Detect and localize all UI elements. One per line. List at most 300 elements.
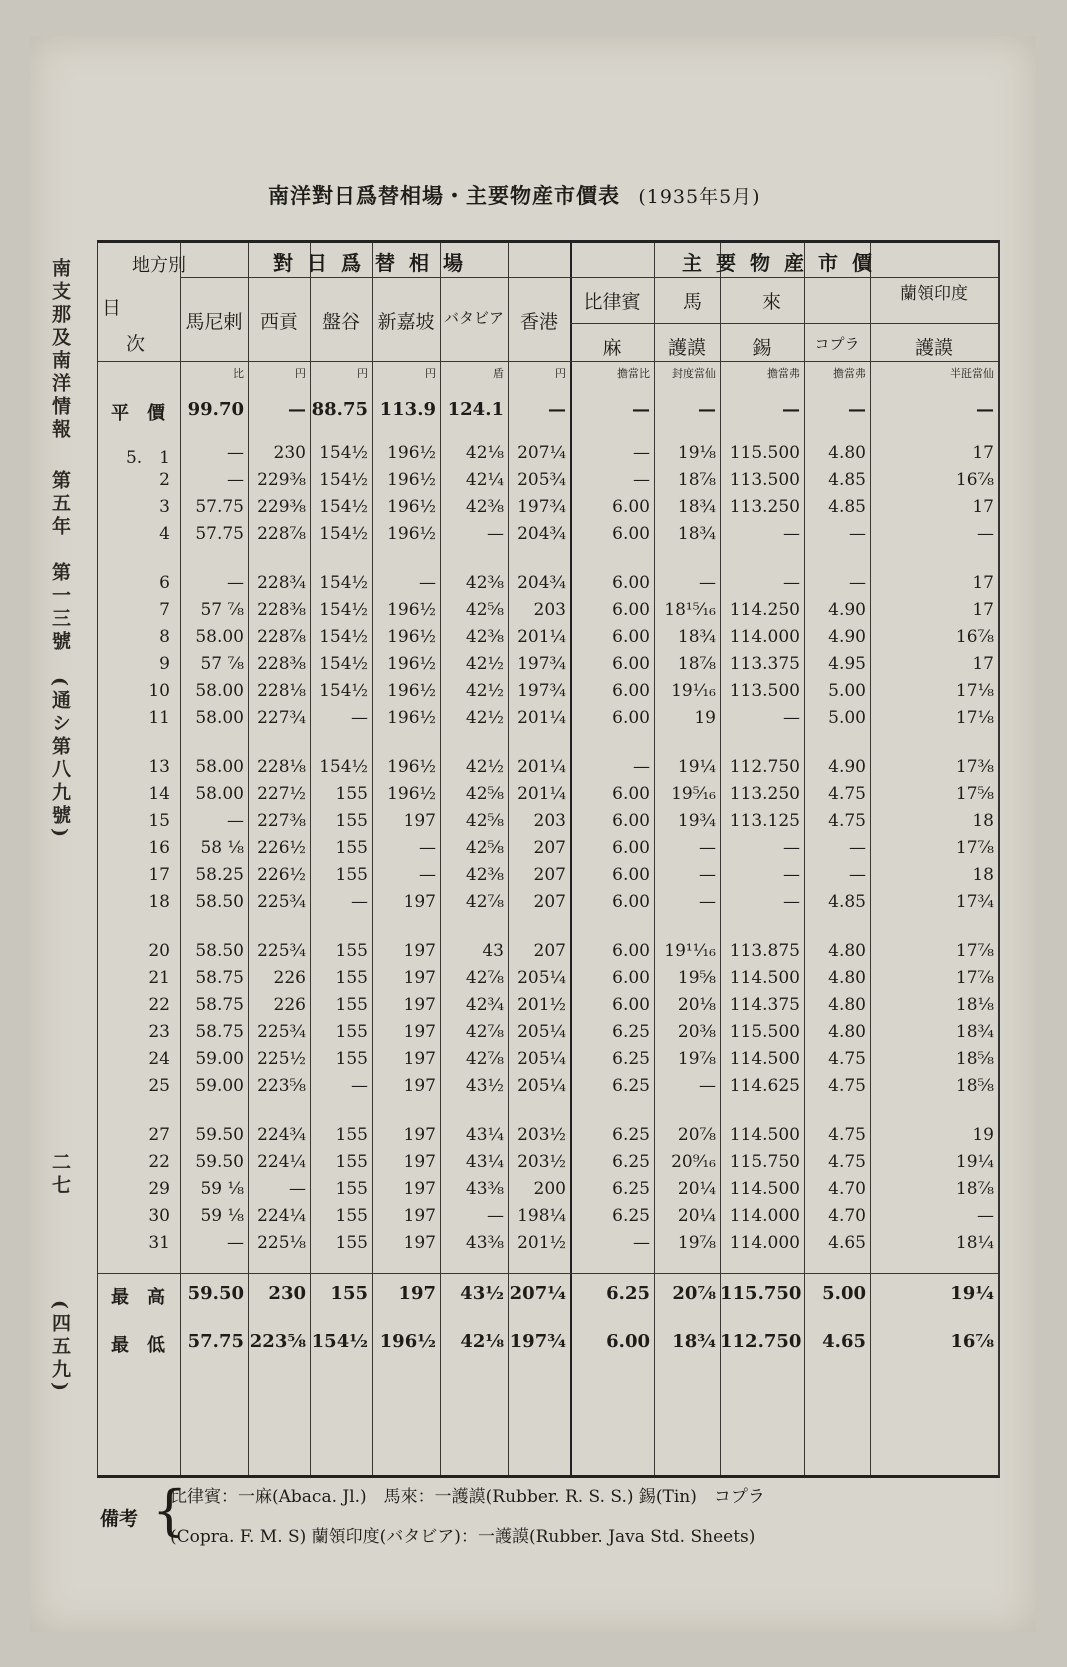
- table-cell: 197: [403, 995, 436, 1015]
- row-day-label: 24: [148, 1049, 170, 1069]
- table-row: [98, 1331, 998, 1357]
- table-cell: 6.00: [612, 941, 650, 961]
- table-cell: 154½: [319, 627, 368, 647]
- table-cell: 154½: [319, 757, 368, 777]
- table-row: [98, 941, 998, 967]
- table-row: [98, 1206, 998, 1232]
- table-row: [98, 681, 998, 707]
- row-day-label: 4: [159, 524, 170, 544]
- table-cell: 196½: [387, 497, 436, 517]
- table-cell: 6.00: [612, 811, 650, 831]
- unit-label: 比: [233, 367, 244, 380]
- unit-label: 擔當比: [617, 367, 650, 380]
- table-cell: 197: [403, 1022, 436, 1042]
- table-cell: 58.00: [195, 627, 244, 647]
- table-cell: 201¼: [517, 757, 566, 777]
- table-cell: 203: [533, 600, 566, 620]
- table-row: [98, 865, 998, 891]
- table-cell: 155: [335, 1125, 368, 1145]
- row-day-label: 21: [148, 968, 170, 988]
- table-cell: 225¾: [257, 941, 306, 961]
- table-cell: —: [351, 892, 368, 912]
- table-cell: 58.50: [195, 892, 244, 912]
- table-row: [98, 811, 998, 837]
- row-day-label: 31: [148, 1233, 170, 1253]
- table-cell: 207: [533, 941, 566, 961]
- row-day-label: 最 低: [111, 1335, 165, 1356]
- col-philippines: 比律賓: [583, 291, 641, 313]
- table-cell: 18⅞: [677, 654, 716, 674]
- row-day-label: 22: [148, 1152, 170, 1172]
- table-cell: —: [227, 443, 244, 463]
- unit-label: 盾: [493, 367, 504, 380]
- table-cell: 58.75: [195, 968, 244, 988]
- table-cell: 4.70: [828, 1206, 866, 1226]
- table-cell: 58.00: [195, 681, 244, 701]
- row-day-label: 13: [148, 757, 170, 777]
- table-cell: 6.25: [612, 1179, 650, 1199]
- table-cell: 19¹¹⁄₁₆: [664, 941, 716, 961]
- table-cell: —: [698, 399, 716, 420]
- table-cell: —: [633, 443, 650, 463]
- table-cell: 114.500: [729, 1049, 800, 1069]
- col-dutch-indies: 蘭領印度: [900, 284, 968, 304]
- table-cell: 197¾: [517, 497, 566, 517]
- table-row: [98, 1076, 998, 1102]
- row-day-label: 30: [148, 1206, 170, 1226]
- row-day-label: 22: [148, 995, 170, 1015]
- table-cell: 18: [972, 811, 994, 831]
- table-cell: —: [849, 865, 866, 885]
- sub-rubber-java: 護謨: [914, 337, 953, 359]
- table-cell: 43¼: [465, 1152, 504, 1172]
- table-row: [98, 573, 998, 599]
- table-cell: —: [699, 1076, 716, 1096]
- table-cell: 18⅝: [955, 1049, 994, 1069]
- table-cell: 20⁹⁄₁₆: [671, 1152, 716, 1172]
- table-cell: 57.75: [195, 497, 244, 517]
- unit-label: 円: [425, 367, 436, 380]
- table-cell: 19: [694, 708, 716, 728]
- unit-label: 円: [295, 367, 306, 380]
- table-cell: —: [548, 399, 566, 420]
- table-cell: 115.500: [729, 443, 800, 463]
- table-cell: 4.65: [828, 1233, 866, 1253]
- table-row: [98, 399, 998, 425]
- table-cell: 43: [482, 941, 504, 961]
- table-cell: 42½: [465, 654, 504, 674]
- table-cell: 197: [403, 1179, 436, 1199]
- table-cell: 20⅜: [677, 1022, 716, 1042]
- table-cell: 114.000: [729, 1233, 800, 1253]
- table-row: [98, 784, 998, 810]
- table-row: [98, 600, 998, 626]
- sub-tin: 錫: [752, 337, 772, 359]
- table-cell: 201¼: [517, 627, 566, 647]
- table-cell: 228¾: [257, 573, 306, 593]
- table-cell: —: [419, 838, 436, 858]
- table-cell: 230: [268, 1283, 306, 1304]
- table-cell: 155: [335, 1179, 368, 1199]
- col-saigon: 西貢: [259, 311, 298, 333]
- table-cell: 197: [398, 1283, 436, 1304]
- table-cell: 114.000: [729, 1206, 800, 1226]
- table-cell: 42⅜: [465, 497, 504, 517]
- table-cell: —: [227, 573, 244, 593]
- table-cell: 20⅞: [677, 1125, 716, 1145]
- table-cell: 17⅝: [955, 784, 994, 804]
- table-cell: 113.125: [729, 811, 800, 831]
- table-row: [98, 838, 998, 864]
- remarks-line-2: (Copra. F. M. S) 蘭領印度(バタビア)：一護謨(Rubber. Java Std. Sheets): [170, 1527, 756, 1547]
- table-cell: 115.750: [720, 1283, 802, 1304]
- table-cell: 17⅞: [955, 941, 994, 961]
- col-batavia: バタビア: [443, 309, 504, 327]
- table-cell: 6.00: [612, 524, 650, 544]
- table-cell: 205¼: [517, 1076, 566, 1096]
- table-row: [98, 524, 998, 550]
- table-cell: 5.00: [828, 708, 866, 728]
- table-cell: 114.375: [729, 995, 800, 1015]
- table-row: [98, 1152, 998, 1178]
- table-row: [98, 708, 998, 734]
- table-cell: 59.00: [195, 1049, 244, 1069]
- table-cell: 6.00: [612, 892, 650, 912]
- table-cell: 6.25: [612, 1076, 650, 1096]
- table-cell: 225½: [257, 1049, 306, 1069]
- row-day-label: 7: [159, 600, 170, 620]
- table-cell: 115.500: [729, 1022, 800, 1042]
- table-cell: 113.875: [729, 941, 800, 961]
- table-cell: 205¼: [517, 1022, 566, 1042]
- table-cell: 4.95: [828, 654, 866, 674]
- table-cell: 205¼: [517, 1049, 566, 1069]
- table-cell: 223⅝: [249, 1331, 306, 1352]
- table-cell: 114.250: [729, 600, 800, 620]
- table-cell: —: [849, 524, 866, 544]
- table-cell: 88.75: [311, 399, 368, 420]
- row-day-label: 11: [148, 708, 170, 728]
- table-row: [98, 892, 998, 918]
- table-row: [98, 443, 998, 469]
- table-cell: 112.750: [720, 1331, 802, 1352]
- table-cell: 4.75: [828, 1049, 866, 1069]
- table-cell: 19⅛: [677, 443, 716, 463]
- table-cell: —: [699, 838, 716, 858]
- table-cell: 19¹⁄₁₆: [671, 681, 716, 701]
- table-cell: 155: [335, 811, 368, 831]
- table-cell: 113.250: [729, 497, 800, 517]
- table-cell: —: [699, 573, 716, 593]
- table-cell: 17: [972, 600, 994, 620]
- remarks-line-1: 比律賓：一麻(Abaca. Jl.) 馬來：一護謨(Rubber. R. S. S.) 錫(Tin) コプラ: [170, 1487, 765, 1507]
- table-cell: 18⅛: [955, 995, 994, 1015]
- table-cell: 18⅝: [955, 1076, 994, 1096]
- table-cell: 17¾: [955, 892, 994, 912]
- table-cell: 204¾: [517, 573, 566, 593]
- table-cell: —: [633, 757, 650, 777]
- commodity-price-group-header: 主要物産市價: [682, 251, 886, 275]
- table-cell: 4.65: [822, 1331, 866, 1352]
- row-day-label: 20: [148, 941, 170, 961]
- row-day-label: 平 價: [111, 403, 165, 424]
- row-day-label: 14: [148, 784, 170, 804]
- table-row: [98, 1233, 998, 1259]
- table-cell: —: [487, 1206, 504, 1226]
- table-cell: 124.1: [447, 399, 504, 420]
- table-cell: 19¼: [950, 1283, 994, 1304]
- table-cell: 43¼: [465, 1125, 504, 1145]
- table-row: [98, 627, 998, 653]
- table-cell: 4.85: [828, 892, 866, 912]
- table-cell: 18: [972, 865, 994, 885]
- table-cell: 18¾: [677, 497, 716, 517]
- table-cell: 18¼: [955, 1233, 994, 1253]
- table-cell: —: [849, 573, 866, 593]
- row-day-label: 17: [148, 865, 170, 885]
- table-cell: 114.500: [729, 968, 800, 988]
- table-cell: —: [633, 1233, 650, 1253]
- unit-label: 円: [555, 367, 566, 380]
- table-cell: 229⅜: [257, 497, 306, 517]
- table-cell: 114.625: [729, 1076, 800, 1096]
- table-cell: 224¾: [257, 1125, 306, 1145]
- table-cell: 201¼: [517, 784, 566, 804]
- table-cell: 4.90: [828, 757, 866, 777]
- table-cell: —: [976, 399, 994, 420]
- table-cell: 114.500: [729, 1125, 800, 1145]
- table-row: [98, 1125, 998, 1151]
- side-page-number-total: (四五九): [49, 1300, 71, 1395]
- table-cell: 200: [533, 1179, 566, 1199]
- table-cell: 17: [972, 443, 994, 463]
- side-publication-title: 南支那及南洋情報: [49, 258, 71, 442]
- table-cell: 57 ⅞: [200, 600, 244, 620]
- table-cell: 155: [335, 1233, 368, 1253]
- table-cell: 197: [403, 1152, 436, 1172]
- table-cell: 227½: [257, 784, 306, 804]
- table-cell: —: [783, 838, 800, 858]
- table-cell: 6.00: [612, 573, 650, 593]
- table-cell: 196½: [387, 708, 436, 728]
- table-cell: 6.00: [612, 708, 650, 728]
- table-cell: 207: [533, 838, 566, 858]
- sub-rubber-malaya: 護謨: [667, 337, 706, 359]
- table-cell: 59.50: [195, 1125, 244, 1145]
- side-page-number: 二七: [49, 1152, 71, 1198]
- table-row: [98, 757, 998, 783]
- corner-day-label: 日: [102, 297, 122, 319]
- table-cell: 203½: [517, 1152, 566, 1172]
- table-cell: 19¼: [955, 1152, 994, 1172]
- table-cell: 16⅞: [955, 470, 994, 490]
- table-cell: 196½: [387, 757, 436, 777]
- table-cell: 16⅞: [955, 627, 994, 647]
- table-cell: 207: [533, 892, 566, 912]
- table-cell: 155: [335, 941, 368, 961]
- col-malaya: 馬來: [682, 291, 841, 313]
- table-cell: 4.85: [828, 497, 866, 517]
- table-cell: 197: [403, 1206, 436, 1226]
- table-cell: 4.90: [828, 627, 866, 647]
- table-cell: 5.00: [828, 681, 866, 701]
- table-cell: 59.00: [195, 1076, 244, 1096]
- table-cell: 17⅛: [955, 708, 994, 728]
- table-cell: 6.00: [612, 497, 650, 517]
- table-cell: 228⅛: [257, 681, 306, 701]
- table-cell: 4.75: [828, 784, 866, 804]
- table-cell: 205¾: [517, 470, 566, 490]
- table-row: [98, 1022, 998, 1048]
- table-cell: 16⅞: [950, 1331, 994, 1352]
- row-day-label: 2: [159, 470, 170, 490]
- table-cell: 114.500: [729, 1179, 800, 1199]
- table-cell: 203: [533, 811, 566, 831]
- table-cell: 197: [403, 811, 436, 831]
- table-cell: 43½: [460, 1283, 504, 1304]
- table-cell: 6.00: [612, 968, 650, 988]
- table-row: [98, 1179, 998, 1205]
- row-day-label: 15: [148, 811, 170, 831]
- table-cell: 42⅛: [465, 443, 504, 463]
- row-day-label: 18: [148, 892, 170, 912]
- table-cell: 59 ⅛: [200, 1206, 244, 1226]
- col-hongkong: 香港: [519, 311, 558, 333]
- table-cell: —: [289, 1179, 306, 1199]
- table-cell: 155: [335, 784, 368, 804]
- table-cell: 59.50: [195, 1152, 244, 1172]
- table-cell: 58.75: [195, 1022, 244, 1042]
- table-cell: 4.75: [828, 1076, 866, 1096]
- table-cell: 42½: [465, 757, 504, 777]
- row-day-label: 9: [159, 654, 170, 674]
- table-cell: 196½: [387, 600, 436, 620]
- table-cell: —: [487, 524, 504, 544]
- unit-label: 円: [357, 367, 368, 380]
- table-cell: 197: [403, 1049, 436, 1069]
- table-cell: 113.375: [729, 654, 800, 674]
- table-cell: 42½: [465, 708, 504, 728]
- table-cell: —: [977, 1206, 994, 1226]
- table-cell: —: [782, 399, 800, 420]
- table-cell: 18¾: [672, 1331, 716, 1352]
- table-cell: 6.25: [612, 1022, 650, 1042]
- row-day-label: 16: [148, 838, 170, 858]
- table-cell: —: [783, 708, 800, 728]
- table-cell: —: [351, 708, 368, 728]
- table-cell: 42⅜: [465, 627, 504, 647]
- table-cell: 225¾: [257, 1022, 306, 1042]
- table-cell: 201½: [517, 995, 566, 1015]
- table-row: [98, 1049, 998, 1075]
- table-cell: 42⅝: [465, 784, 504, 804]
- table-cell: 154½: [319, 600, 368, 620]
- table-cell: 197: [403, 892, 436, 912]
- table-cell: —: [227, 470, 244, 490]
- table-cell: 5.00: [822, 1283, 866, 1304]
- table-cell: 6.00: [612, 865, 650, 885]
- table-row: [98, 470, 998, 496]
- col-singapore: 新嘉坡: [377, 311, 435, 333]
- table-cell: —: [699, 865, 716, 885]
- table-cell: 6.00: [612, 627, 650, 647]
- exchange-price-table: [97, 240, 1000, 1478]
- table-cell: 59 ⅛: [200, 1179, 244, 1199]
- table-cell: 19¾: [677, 811, 716, 831]
- table-cell: 198¼: [517, 1206, 566, 1226]
- table-cell: 6.25: [612, 1206, 650, 1226]
- table-cell: 20¼: [677, 1206, 716, 1226]
- table-cell: 17⅜: [955, 757, 994, 777]
- table-cell: 42⅞: [465, 1049, 504, 1069]
- table-cell: 19⅞: [677, 1049, 716, 1069]
- table-cell: —: [351, 1076, 368, 1096]
- table-cell: 19: [972, 1125, 994, 1145]
- table-cell: 17: [972, 573, 994, 593]
- table-cell: 155: [335, 1206, 368, 1226]
- table-cell: 58.75: [195, 995, 244, 1015]
- table-cell: 207¼: [517, 443, 566, 463]
- table-cell: 197: [403, 1233, 436, 1253]
- table-cell: 6.00: [612, 838, 650, 858]
- table-cell: 6.00: [612, 681, 650, 701]
- table-cell: 154½: [319, 470, 368, 490]
- unit-label: 擔當弗: [833, 367, 866, 380]
- table-cell: 6.25: [612, 1049, 650, 1069]
- table-cell: 196½: [379, 1331, 436, 1352]
- table-cell: 4.70: [828, 1179, 866, 1199]
- table-cell: —: [783, 573, 800, 593]
- table-cell: 6.25: [612, 1125, 650, 1145]
- table-cell: 42⅝: [465, 600, 504, 620]
- table-cell: —: [848, 399, 866, 420]
- table-cell: 229⅜: [257, 470, 306, 490]
- row-day-label: 29: [148, 1179, 170, 1199]
- table-cell: 42⅛: [460, 1331, 504, 1352]
- table-cell: 4.80: [828, 995, 866, 1015]
- table-cell: 20¼: [677, 1179, 716, 1199]
- table-cell: 154½: [319, 654, 368, 674]
- table-cell: 115.750: [729, 1152, 800, 1172]
- table-cell: 43½: [465, 1076, 504, 1096]
- table-cell: —: [849, 838, 866, 858]
- table-cell: 99.70: [187, 399, 244, 420]
- table-cell: 42⅞: [465, 1022, 504, 1042]
- table-cell: 20⅞: [672, 1283, 716, 1304]
- table-cell: 196½: [387, 654, 436, 674]
- table-title-main: 南洋對日爲替相場・主要物産市價表: [268, 183, 620, 208]
- table-cell: 6.25: [606, 1283, 650, 1304]
- table-cell: —: [783, 865, 800, 885]
- table-cell: 4.80: [828, 968, 866, 988]
- table-cell: 226: [273, 995, 306, 1015]
- row-day-label: 10: [148, 681, 170, 701]
- table-cell: 43⅜: [465, 1233, 504, 1253]
- row-day-label: 最 高: [111, 1287, 165, 1308]
- table-cell: 42⅜: [465, 865, 504, 885]
- table-cell: 42½: [465, 681, 504, 701]
- table-cell: 226½: [257, 838, 306, 858]
- table-cell: 228⅛: [257, 757, 306, 777]
- table-cell: 4.75: [828, 1152, 866, 1172]
- table-cell: 19⁵⁄₁₆: [671, 784, 716, 804]
- col-bangkok: 盤谷: [321, 311, 360, 333]
- table-cell: 6.25: [612, 1152, 650, 1172]
- table-cell: 6.00: [612, 654, 650, 674]
- table-cell: 57.75: [195, 524, 244, 544]
- table-cell: 17⅞: [955, 838, 994, 858]
- table-cell: 58.00: [195, 757, 244, 777]
